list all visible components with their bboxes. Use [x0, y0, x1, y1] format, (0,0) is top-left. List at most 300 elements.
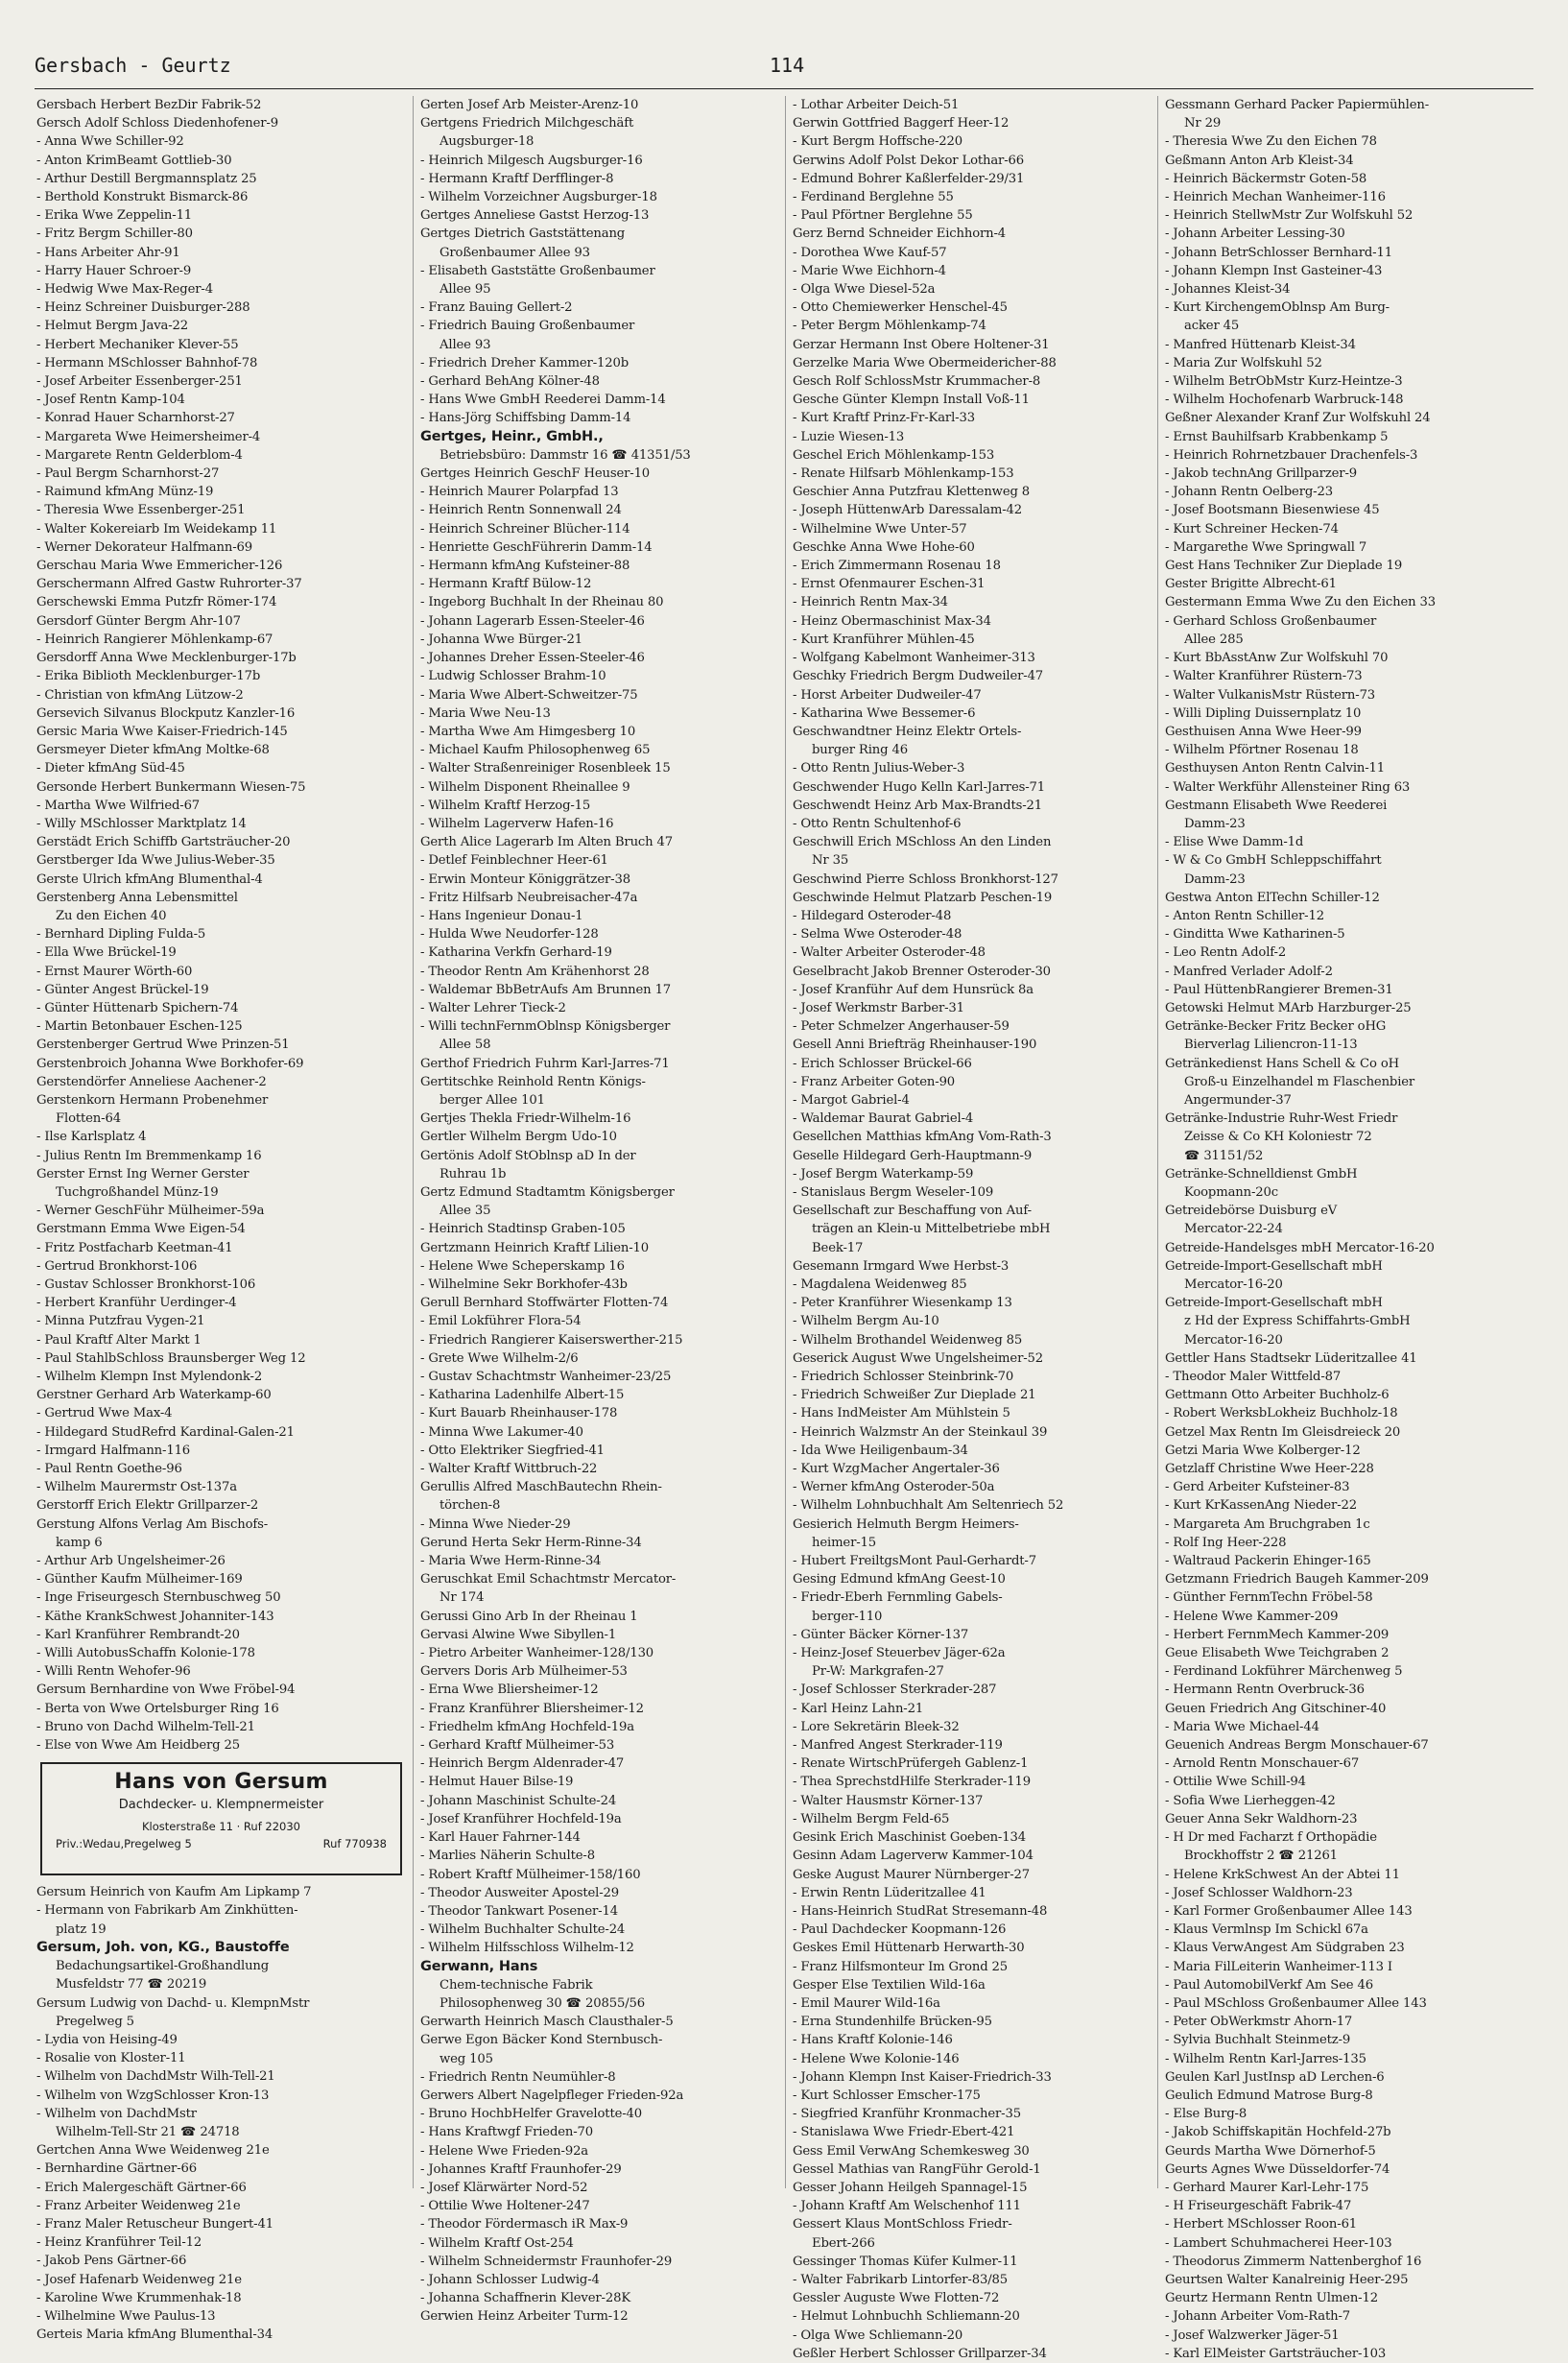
directory-entry: Getränkedienst Hans Schell & Co oH [1165, 1056, 1399, 1071]
directory-entry: - Günther Kaufm Mülheimer-169 [36, 1572, 243, 1587]
directory-entry: - Katharina Wwe Bessemer-6 [793, 705, 976, 721]
directory-entry: Gerstmann Emma Wwe Eigen-54 [36, 1222, 246, 1237]
directory-entry: z Hd der Express Schiffahrts-GmbH [1184, 1314, 1411, 1329]
directory-entry: - Johann Arbeiter Lessing-30 [1165, 227, 1345, 242]
directory-entry: - Kurt KirchengemOblnsp Am Burg- [1165, 300, 1390, 316]
directory-entry: Gerullis Alfred MaschBautechn Rhein- [420, 1480, 662, 1495]
directory-entry: - Johannes Kraftf Fraunhofer-29 [420, 2161, 622, 2177]
directory-entry: - Erich Malergeschäft Gärtner-66 [36, 2180, 247, 2195]
directory-entry: - Wilhelm Rentn Karl-Jarres-135 [1165, 2051, 1366, 2066]
directory-entry: - Martha Wwe Wilfried-67 [36, 798, 201, 813]
directory-entry: - Peter Schmelzer Angerhauser-59 [793, 1019, 1010, 1035]
directory-entry: - Minna Wwe Nieder-29 [420, 1516, 571, 1532]
directory-entry: - Johann Maschinist Schulte-24 [420, 1793, 617, 1808]
directory-entry: Gertges Anneliese Gastst Herzog-13 [420, 208, 650, 224]
directory-entry: Mercator-16-20 [1184, 1277, 1283, 1292]
directory-entry: Zu den Eichen 40 [56, 908, 167, 923]
directory-entry: - Lothar Arbeiter Deich-51 [793, 98, 960, 112]
directory-entry: - Walter Fabrikarb Lintorfer-83/85 [793, 2272, 1008, 2287]
directory-entry: - Josef Schlosser Sterkrader-287 [793, 1683, 997, 1698]
directory-entry: ☎ 31151/52 [1184, 1148, 1264, 1163]
directory-entry: - Paul Rentn Goethe-96 [36, 1462, 182, 1477]
directory-entry: - Hans-Jörg Schiffsbing Damm-14 [420, 411, 631, 426]
directory-entry: - Maria Wwe Herm-Rinne-34 [420, 1554, 602, 1569]
directory-entry: - Hans Arbeiter Ahr-91 [36, 245, 180, 260]
directory-entry: - Minna Wwe Lakumer-40 [420, 1424, 583, 1440]
directory-entry: Gervers Doris Arb Mülheimer-53 [420, 1664, 628, 1680]
directory-entry: Gersevich Silvanus Blockputz Kanzler-16 [36, 705, 296, 721]
directory-entry: - Martha Wwe Am Himgesberg 10 [420, 724, 636, 739]
directory-entry: Philosophenweg 30 ☎ 20855/56 [440, 1995, 645, 2011]
directory-entry: - Friedhelm kfmAng Hochfeld-19a [420, 1719, 634, 1734]
directory-entry: Gertz Edmund Stadtamtm Königsberger [420, 1184, 675, 1200]
directory-entry: Gersdorff Anna Wwe Mecklenburger-17b [36, 651, 297, 666]
directory-entry: - Elisabeth Gaststätte Großenbaumer [420, 263, 655, 278]
directory-entry: - Hildegard Osteroder-48 [793, 908, 952, 923]
directory-entry: Gesthuysen Anton Rentn Calvin-11 [1165, 761, 1386, 776]
ad-private-phone: Ruf 770938 [322, 1837, 387, 1851]
directory-entry: - Helmut Bergm Java-22 [36, 319, 188, 334]
directory-entry: - Margot Gabriel-4 [793, 1092, 910, 1108]
directory-entry: Gessinger Thomas Küfer Kulmer-11 [793, 2254, 1018, 2269]
directory-columns [36, 96, 1533, 2361]
directory-entry: Geuen Friedrich Ang Gitschiner-40 [1165, 1701, 1387, 1716]
directory-entry: Gesemann Irmgard Wwe Herbst-3 [793, 1258, 1010, 1274]
directory-entry: Zeisse & Co KH Koloniestr 72 [1184, 1130, 1372, 1145]
directory-entry: - Wilhelm Maurermstr Ost-137a [36, 1480, 237, 1495]
directory-entry: Großenbaumer Allee 93 [440, 245, 590, 260]
directory-entry: - Kurt Bergm Hoffsche-220 [793, 134, 962, 150]
directory-entry: - Wilhelm BetrObMstr Kurz-Heintze-3 [1165, 374, 1403, 390]
directory-entry: - Luzie Wiesen-13 [793, 429, 905, 444]
directory-entry: - Inge Friseurgesch Sternbuschweg 50 [36, 1590, 281, 1606]
directory-entry: - Bernhard Dipling Fulda-5 [36, 927, 206, 943]
directory-entry: Gerstenbroich Johanna Wwe Borkhofer-69 [36, 1056, 304, 1071]
directory-entry: - Paul MSchloss Großenbaumer Allee 143 [1165, 1995, 1427, 2011]
directory-entry: Pregelweg 5 [56, 2014, 134, 2029]
directory-entry: Geschier Anna Putzfrau Klettenweg 8 [793, 485, 1031, 500]
directory-entry: - Renate Hilfsarb Möhlenkamp-153 [793, 466, 1014, 482]
directory-entry: - Maria Wwe Neu-13 [420, 705, 551, 721]
directory-entry: - Paul Bergm Scharnhorst-27 [36, 466, 220, 482]
directory-entry: - Lambert Schuhmacherei Heer-103 [1165, 2235, 1392, 2251]
directory-entry: Gettler Hans Stadtsekr Lüderitzallee 41 [1165, 1350, 1417, 1366]
directory-entry: Gerwins Adolf Polst Dekor Lothar-66 [793, 153, 1024, 168]
directory-entry: - Heinrich Rentn Max-34 [793, 595, 948, 610]
directory-entry: Gerzar Hermann Inst Obere Holtener-31 [793, 337, 1050, 352]
directory-entry: - Arnold Rentn Monschauer-67 [1165, 1756, 1360, 1772]
directory-entry: - Jakob technAng Grillparzer-9 [1165, 466, 1357, 482]
directory-entry: - Josef Werkmstr Barber-31 [793, 1000, 964, 1015]
directory-entry: - Berta von Wwe Ortelsburger Ring 16 [36, 1701, 279, 1716]
directory-entry: - Johanna Schaffnerin Klever-28K [420, 2291, 631, 2306]
directory-entry: - Horst Arbeiter Dudweiler-47 [793, 687, 982, 703]
directory-entry: Getreide-Import-Gesellschaft mbH [1165, 1296, 1383, 1311]
directory-entry: Geuenich Andreas Bergm Monschauer-67 [1165, 1738, 1429, 1754]
directory-entry: - Ottilie Wwe Holtener-247 [420, 2199, 590, 2214]
directory-entry: Gerteis Maria kfmAng Blumenthal-34 [36, 2327, 273, 2343]
directory-entry: Bedachungsartikel-Großhandlung [56, 1959, 270, 1974]
directory-entry: - Paul HüttenbRangierer Bremen-31 [1165, 982, 1393, 997]
directory-entry: - Hans IndMeister Am Mühlstein 5 [793, 1406, 1010, 1421]
directory-entry: Gertges Dietrich Gaststättenang [420, 227, 626, 242]
directory-entry: - Margareta Am Bruchgraben 1c [1165, 1516, 1370, 1532]
column-divider [413, 96, 414, 2188]
directory-entry: kamp 6 [56, 1535, 103, 1550]
directory-entry: - Christian von kfmAng Lützow-2 [36, 687, 244, 703]
directory-entry: Gesser Johann Heilgeh Spannagel-15 [793, 2180, 1028, 2195]
directory-entry: - Helene Wwe Frieden-92a [420, 2143, 589, 2159]
directory-entry: - Walter Kokereiarb Im Weidekamp 11 [36, 521, 277, 537]
directory-entry: - Waltraud Packerin Ehinger-165 [1165, 1554, 1371, 1569]
advertisement-box [40, 1762, 402, 1875]
directory-entry: - Hans-Heinrich StudRat Stresemann-48 [793, 1903, 1048, 1919]
directory-entry: - Ferdinand Berglehne 55 [793, 190, 954, 205]
directory-entry: Gerschewski Emma Putzfr Römer-174 [36, 595, 277, 610]
directory-entry: - Arthur Arb Ungelsheimer-26 [36, 1554, 226, 1569]
directory-entry: - Siegfried Kranführ Kronmacher-35 [793, 2107, 1021, 2122]
directory-entry: - Gerhard BehAng Kölner-48 [420, 374, 600, 390]
directory-entry: Gersic Maria Wwe Kaiser-Friedrich-145 [36, 724, 288, 739]
directory-entry: Gertönis Adolf StOblnsp aD In der [420, 1148, 636, 1163]
directory-entry: Ruhrau 1b [440, 1166, 507, 1182]
directory-entry: - Fritz Hilfsarb Neubreisacher-47a [420, 890, 638, 905]
column-1 [36, 96, 406, 2343]
directory-entry: Getreide-Import-Gesellschaft mbH [1165, 1258, 1383, 1274]
directory-entry: Nr 174 [440, 1590, 485, 1606]
directory-entry: - Jakob Pens Gärtner-66 [36, 2254, 187, 2269]
directory-entry: Gessel Mathias van RangFühr Gerold-1 [793, 2161, 1041, 2177]
directory-entry: - Wilhelm Vorzeichner Augsburger-18 [420, 190, 657, 205]
directory-entry: Gersum Bernhardine von Wwe Fröbel-94 [36, 1683, 296, 1698]
directory-entry: - Erika Wwe Zeppelin-11 [36, 208, 193, 224]
column-4 [1165, 96, 1534, 2361]
directory-entry: - Ernst Bauhilfsarb Krabbenkamp 5 [1165, 429, 1389, 444]
directory-entry: Gerstorff Erich Elektr Grillparzer-2 [36, 1498, 259, 1514]
directory-entry: Koopmann-20c [1184, 1184, 1278, 1200]
directory-entry: - Sofia Wwe Lierheggen-42 [1165, 1793, 1336, 1808]
directory-entry: Gesierich Helmuth Bergm Heimers- [793, 1516, 1019, 1532]
directory-entry: Geßner Alexander Kranf Zur Wolfskuhl 24 [1165, 411, 1431, 426]
directory-entry: Gess Emil VerwAng Schemkesweg 30 [793, 2143, 1030, 2159]
directory-entry: - Anton KrimBeamt Gottlieb-30 [36, 153, 232, 168]
directory-entry: - Wilhelm Buchhalter Schulte-24 [420, 1922, 626, 1938]
directory-entry: - Theodor Fördermasch iR Max-9 [420, 2217, 629, 2232]
directory-entry: - Theresia Wwe Essenberger-251 [36, 503, 246, 518]
directory-entry: - Margareta Wwe Heimersheimer-4 [36, 429, 261, 444]
directory-entry: - Berthold Konstrukt Bismarck-86 [36, 190, 249, 205]
directory-entry: Gersum Ludwig von Dachd- u. KlempnMstr [36, 1995, 310, 2011]
directory-entry: - W & Co GmbH Schleppschiffahrt [1165, 853, 1382, 869]
directory-entry: trägen an Klein-u Mittelbetriebe mbH [812, 1222, 1051, 1237]
directory-entry: - Willi Rentn Wehofer-96 [36, 1664, 191, 1680]
directory-entry: - Ida Wwe Heiligenbaum-34 [793, 1443, 968, 1458]
directory-entry: - Elise Wwe Damm-1d [1165, 835, 1304, 850]
directory-entry: - Heinrich Maurer Polarpfad 13 [420, 485, 619, 500]
directory-entry: - Klaus Vermlnsp Im Schickl 67a [1165, 1922, 1368, 1938]
page-header [35, 50, 1533, 89]
directory-entry: - Bernhardine Gärtner-66 [36, 2161, 197, 2177]
directory-entry: - Irmgard Halfmann-116 [36, 1443, 191, 1458]
directory-entry: Geske August Maurer Nürnberger-27 [793, 1867, 1030, 1882]
directory-entry: Gerstendörfer Anneliese Aachener-2 [36, 1074, 267, 1089]
directory-entry: - Hermann MSchlosser Bahnhof-78 [36, 355, 258, 370]
directory-entry: - Wilhelm Schneidermstr Fraunhofer-29 [420, 2254, 673, 2269]
directory-entry: - Gerd Arbeiter Kufsteiner-83 [1165, 1480, 1350, 1495]
directory-entry: - Erich Schlosser Brückel-66 [793, 1056, 972, 1071]
column-2 [420, 96, 790, 2325]
directory-entry: - Josef Bergm Waterkamp-59 [793, 1166, 974, 1182]
directory-entry: - Helene Wwe Kammer-209 [1165, 1609, 1339, 1624]
directory-entry: Geurds Martha Wwe Dörnerhof-5 [1165, 2143, 1376, 2159]
directory-entry: Gerwin Gottfried Baggerf Heer-12 [793, 116, 1010, 131]
ad-company-name: Hans von Gersum [114, 1770, 328, 1795]
directory-entry: - Hans Ingenieur Donau-1 [420, 908, 583, 923]
directory-entry: - Fritz Postfacharb Keetman-41 [36, 1240, 233, 1255]
directory-entry: - Waldemar Baurat Gabriel-4 [793, 1111, 974, 1127]
directory-entry: Geserick August Wwe Ungelsheimer-52 [793, 1350, 1044, 1366]
directory-entry: - Josef Klärwärter Nord-52 [420, 2180, 588, 2195]
directory-entry: Gerstenberg Anna Lebensmittel [36, 890, 238, 905]
directory-entry: - Werner Dekorateur Halfmann-69 [36, 539, 252, 555]
directory-entry: - Hildegard StudRefrd Kardinal-Galen-21 [36, 1424, 295, 1440]
firm-heading: Gerwann, Hans [420, 1958, 538, 1974]
directory-entry: Gesthuisen Anna Wwe Heer-99 [1165, 724, 1362, 739]
directory-entry: - Werner GeschFühr Mülheimer-59a [36, 1204, 265, 1219]
directory-entry: - Hulda Wwe Neudorfer-128 [420, 927, 599, 943]
directory-entry: platz 19 [56, 1921, 107, 1937]
directory-entry: Flotten-64 [56, 1111, 121, 1127]
directory-entry: - Wilhelm Kraftf Ost-254 [420, 2235, 574, 2251]
directory-entry: Gerster Ernst Ing Werner Gerster [36, 1166, 249, 1182]
directory-entry: berger-110 [812, 1609, 883, 1624]
directory-entry: - Lydia von Heising-49 [36, 2032, 178, 2047]
directory-entry: - Manfred Verlader Adolf-2 [1165, 964, 1333, 979]
directory-entry: Angermunder-37 [1184, 1092, 1292, 1108]
directory-entry: Getreidebörse Duisburg eV [1165, 1204, 1338, 1219]
directory-entry: Geurts Agnes Wwe Düsseldorfer-74 [1165, 2161, 1390, 2177]
directory-entry: - Kurt Schlosser Emscher-175 [793, 2088, 981, 2103]
directory-entry: Betriebsbüro: Dammstr 16 ☎ 41351/53 [440, 447, 691, 463]
directory-entry: - Gerhard Maurer Karl-Lehr-175 [1165, 2180, 1369, 2195]
directory-entry: - Friedrich Rentn Neumühler-8 [420, 2069, 616, 2085]
firm-heading: Gersum, Joh. von, KG., Baustoffe [36, 1939, 290, 1955]
directory-entry: - Theodor Rentn Am Krähenhorst 28 [420, 964, 650, 979]
directory-entry: - Wilhelm Brothandel Weidenweg 85 [793, 1332, 1023, 1348]
directory-entry: Allee 35 [440, 1204, 491, 1219]
directory-entry: acker 45 [1184, 319, 1240, 334]
directory-entry: Nr 35 [812, 853, 849, 869]
directory-entry: Geurtz Hermann Rentn Ulmen-12 [1165, 2291, 1378, 2306]
directory-entry: - H Friseurgeschäft Fabrik-47 [1165, 2199, 1352, 2214]
directory-entry: - Wilhelm von WzgSchlosser Kron-13 [36, 2088, 270, 2103]
directory-entry: burger Ring 46 [812, 743, 908, 758]
directory-entry: Brockhoffstr 2 ☎ 21261 [1184, 1849, 1338, 1864]
directory-entry: - Ferdinand Lokführer Märchenweg 5 [1165, 1664, 1403, 1680]
directory-entry: Allee 93 [440, 337, 491, 352]
directory-entry: - Gerhard Kraftf Mülheimer-53 [420, 1738, 615, 1754]
directory-entry: Mercator-22-24 [1184, 1222, 1283, 1237]
directory-entry: - Josef Rentn Kamp-104 [36, 393, 185, 408]
directory-entry: Gersbach Herbert BezDir Fabrik-52 [36, 98, 262, 112]
directory-entry: Gerstberger Ida Wwe Julius-Weber-35 [36, 853, 275, 869]
directory-entry: - Ginditta Wwe Katharinen-5 [1165, 927, 1345, 943]
directory-entry: - Else von Wwe Am Heidberg 25 [36, 1738, 240, 1754]
directory-entry: - Leo Rentn Adolf-2 [1165, 945, 1287, 961]
directory-entry: Gestermann Emma Wwe Zu den Eichen 33 [1165, 595, 1436, 610]
directory-entry: - Heinrich StellwMstr Zur Wolfskuhl 52 [1165, 208, 1414, 224]
directory-entry: - Karl Former Großenbaumer Allee 143 [1165, 1903, 1413, 1919]
directory-entry: Getzmann Friedrich Baugeh Kammer-209 [1165, 1572, 1429, 1587]
directory-entry: - Johann BetrSchlosser Bernhard-11 [1165, 245, 1392, 260]
directory-entry: - Josef Hafenarb Weidenweg 21e [36, 2272, 242, 2287]
directory-entry: - Gertrud Bronkhorst-106 [36, 1258, 198, 1274]
directory-entry: - Günther FernmTechn Fröbel-58 [1165, 1590, 1373, 1606]
directory-entry: - Heinrich Schreiner Blücher-114 [420, 521, 630, 537]
directory-entry: - Maria Wwe Albert-Schweitzer-75 [420, 687, 638, 703]
directory-entry: Gerstung Alfons Verlag Am Bischofs- [36, 1516, 269, 1532]
directory-entry: - Wilhelm von DachdMstr Wilh-Tell-21 [36, 2069, 275, 2085]
directory-entry: - Peter ObWerkmstr Ahorn-17 [1165, 2015, 1353, 2030]
directory-entry: - Selma Wwe Osteroder-48 [793, 927, 962, 943]
directory-entry: - Dieter kfmAng Süd-45 [36, 761, 185, 776]
directory-entry: - Helene Wwe Kolonie-146 [793, 2051, 960, 2066]
directory-entry: Bierverlag Liliencron-11-13 [1184, 1038, 1358, 1053]
directory-entry: - Hermann kfmAng Kufsteiner-88 [420, 559, 630, 574]
directory-entry: Getränke-Industrie Ruhr-West Friedr [1165, 1111, 1398, 1127]
ad-address: Klosterstraße 11 · Ruf 22030 [142, 1820, 300, 1834]
directory-entry: - Marie Wwe Eichhorn-4 [793, 263, 946, 278]
directory-entry: Musfeldstr 77 ☎ 20219 [56, 1977, 207, 1993]
directory-entry: - Karl Heinz Lahn-21 [793, 1701, 924, 1716]
directory-entry: - Erwin Rentn Lüderitzallee 41 [793, 1885, 986, 1900]
page-number: 114 [770, 54, 805, 77]
directory-entry: - Hermann von Fabrikarb Am Zinkhütten- [36, 1903, 298, 1919]
directory-entry: - Helmut Lohnbuchh Schliemann-20 [793, 2309, 1020, 2325]
directory-entry: - Hedwig Wwe Max-Reger-4 [36, 282, 213, 298]
directory-entry: - Thea SprechstdHilfe Sterkrader-119 [793, 1775, 1031, 1790]
directory-entry: - Kurt Bauarb Rheinhauser-178 [420, 1406, 618, 1421]
directory-entry: Geskes Emil Hüttenarb Herwarth-30 [793, 1941, 1025, 1956]
directory-entry: - Heinz-Josef Steuerbev Jäger-62a [793, 1646, 1006, 1661]
directory-entry: - Karl Kranführer Rembrandt-20 [36, 1627, 240, 1642]
directory-entry: - Julius Rentn Im Bremmenkamp 16 [36, 1148, 262, 1163]
directory-entry: - H Dr med Facharzt f Orthopädie [1165, 1830, 1377, 1846]
directory-entry: - Erna Stundenhilfe Brücken-95 [793, 2015, 992, 2030]
directory-entry: - Peter Bergm Möhlenkamp-74 [793, 319, 986, 334]
directory-entry: Allee 58 [440, 1038, 491, 1053]
directory-entry: Gerschau Maria Wwe Emmericher-126 [36, 559, 283, 574]
directory-entry: - Walter Werkführ Allensteiner Ring 63 [1165, 779, 1411, 795]
directory-entry: - Werner kfmAng Osteroder-50a [793, 1480, 995, 1495]
directory-entry: Gesch Rolf SchlossMstr Krummacher-8 [793, 374, 1041, 390]
directory-entry: berger Allee 101 [440, 1092, 545, 1108]
directory-entry: - Franz Kranführer Bliersheimer-12 [420, 1701, 644, 1716]
directory-entry: - Pietro Arbeiter Wanheimer-128/130 [420, 1646, 654, 1661]
directory-entry: - Friedrich Bauing Großenbaumer [420, 319, 635, 334]
directory-entry: - Maria FilLeiterin Wanheimer-113 I [1165, 1959, 1392, 1974]
directory-entry: - Fritz Bergm Schiller-80 [36, 227, 193, 242]
directory-entry: - Margarete Rentn Gelderblom-4 [36, 447, 243, 463]
ad-private-line [50, 1837, 392, 1850]
directory-entry: Geselle Hildegard Gerh-Hauptmann-9 [793, 1148, 1033, 1163]
directory-entry: - Renate WirtschPrüfergeh Gablenz-1 [793, 1756, 1029, 1772]
directory-entry: Gersdorf Günter Bergm Ahr-107 [36, 613, 241, 629]
directory-entry: - Anton Rentn Schiller-12 [1165, 908, 1324, 923]
directory-entry: - Wolfgang Kabelmont Wanheimer-313 [793, 651, 1035, 666]
directory-entry: - Kurt Kranführer Mühlen-45 [793, 632, 975, 647]
directory-entry: - Josef Walzwerker Jäger-51 [1165, 2327, 1340, 2343]
directory-entry: Gest Hans Techniker Zur Dieplade 19 [1165, 559, 1403, 574]
directory-entry: - Günter Bäcker Körner-137 [793, 1627, 969, 1642]
directory-entry: Gersonde Herbert Bunkermann Wiesen-75 [36, 779, 306, 795]
directory-entry: - Otto Rentn Julius-Weber-3 [793, 761, 965, 776]
directory-entry: Ebert-266 [812, 2235, 875, 2251]
directory-entry: - Johannes Dreher Essen-Steeler-46 [420, 651, 645, 666]
directory-entry: - Wilhelm von DachdMstr [36, 2106, 197, 2121]
directory-entry: - Franz Bauing Gellert-2 [420, 300, 573, 316]
directory-entry: Gestwa Anton ElTechn Schiller-12 [1165, 890, 1380, 905]
directory-entry: Chem-technische Fabrik [440, 1977, 593, 1993]
directory-entry: - Josef Kranführ Auf dem Hunsrück 8a [793, 982, 1033, 997]
directory-entry: - Ernst Ofenmaurer Eschen-31 [793, 577, 986, 592]
directory-entry: Gersmeyer Dieter kfmAng Moltke-68 [36, 743, 270, 758]
directory-entry: - Rolf Ing Heer-228 [1165, 1535, 1287, 1550]
directory-entry: - Michael Kaufm Philosophenweg 65 [420, 743, 651, 758]
directory-entry: - Lore Sekretärin Bleek-32 [793, 1719, 960, 1734]
directory-entry: - Hermann Rentn Overbruck-36 [1165, 1683, 1365, 1698]
directory-entry: - Wilhelm Bergm Feld-65 [793, 1811, 950, 1826]
directory-entry: Geschky Friedrich Bergm Dudweiler-47 [793, 669, 1044, 684]
directory-entry: - Hans Kraftwgf Frieden-70 [420, 2125, 594, 2140]
directory-entry: Gerund Herta Sekr Herm-Rinne-34 [420, 1535, 642, 1550]
directory-entry: - Wilhelm Hochofenarb Warbruck-148 [1165, 393, 1404, 408]
directory-entry: Geschel Erich Möhlenkamp-153 [793, 447, 995, 463]
directory-entry: Gesche Günter Klempn Install Voß-11 [793, 393, 1030, 408]
firm-heading: Gertges, Heinr., GmbH., [420, 428, 604, 444]
directory-entry: - Heinrich Stadtinsp Graben-105 [420, 1222, 626, 1237]
directory-entry: - Franz Maler Retuscheur Bungert-41 [36, 2216, 273, 2232]
directory-entry: - Johannes Kleist-34 [1165, 282, 1291, 298]
directory-entry: - Otto Elektriker Siegfried-41 [420, 1443, 605, 1458]
directory-entry: - Manfred Angest Sterkrader-119 [793, 1738, 1003, 1754]
directory-entry: Damm-23 [1184, 816, 1246, 831]
directory-entry: heimer-15 [812, 1535, 877, 1550]
directory-entry: Geruschkat Emil Schachtmstr Mercator- [420, 1572, 677, 1587]
directory-entry: - Kurt Kraftf Prinz-Fr-Karl-33 [793, 411, 975, 426]
directory-entry: - Karoline Wwe Krummenhak-18 [36, 2290, 242, 2305]
directory-entry: - Walter Lehrer Tieck-2 [420, 1000, 566, 1015]
directory-entry: Geschwendt Heinz Arb Max-Brandts-21 [793, 798, 1042, 813]
directory-entry: - Peter Kranführer Wiesenkamp 13 [793, 1296, 1012, 1311]
directory-entry: Geschwinde Helmut Platzarb Peschen-19 [793, 890, 1053, 905]
directory-entry: - Robert WerksbLokheiz Buchholz-18 [1165, 1406, 1398, 1421]
column-divider [785, 96, 786, 2188]
directory-entry: - Otto Rentn Schultenhof-6 [793, 816, 962, 831]
directory-entry: - Paul Pförtner Berglehne 55 [793, 208, 973, 224]
directory-entry: Tuchgroßhandel Münz-19 [56, 1184, 219, 1200]
directory-entry: Gessert Klaus MontSchloss Friedr- [793, 2217, 1012, 2232]
directory-entry: Getzel Max Rentn Im Gleisdreieck 20 [1165, 1424, 1401, 1440]
directory-entry: Geßmann Anton Arb Kleist-34 [1165, 153, 1354, 168]
directory-entry: Gessmann Gerhard Packer Papiermühlen- [1165, 98, 1429, 112]
directory-entry: - Walter Kraftf Wittbruch-22 [420, 1462, 598, 1477]
directory-entry: - Friedr-Eberh Fernmling Gabels- [793, 1590, 1003, 1606]
directory-entry: Pr-W: Markgrafen-27 [812, 1664, 944, 1680]
directory-entry: - Bruno HochbHelfer Gravelotte-40 [420, 2107, 643, 2122]
directory-entry: - Gustav Schlosser Bronkhorst-106 [36, 1277, 256, 1292]
directory-entry: Geurtsen Walter Kanalreinig Heer-295 [1165, 2272, 1409, 2287]
